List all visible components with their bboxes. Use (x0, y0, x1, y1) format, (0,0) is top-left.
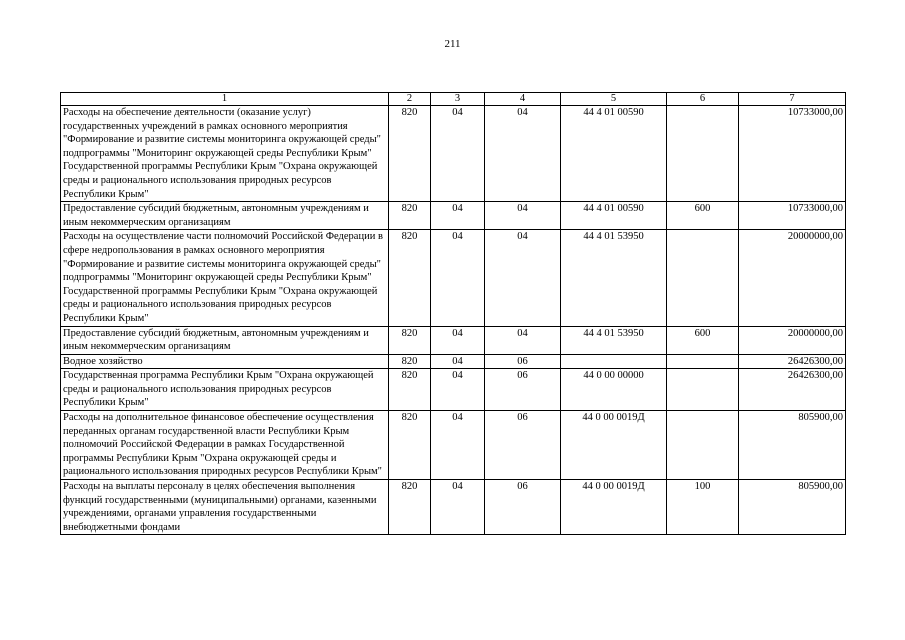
row-name: Расходы на выплаты персоналу в целях обеспечения выполнения функций государственными (муниципальными) органами, казенными учреждениями, органами управления государственными внебюджетными фондами (61, 480, 389, 535)
row-section-code: 04 (431, 326, 485, 354)
row-section-code: 04 (431, 411, 485, 480)
budget-table (60, 92, 846, 535)
row-ministry-code: 820 (389, 354, 431, 369)
row-amount: 20000000,00 (739, 230, 846, 326)
row-target-code: 44 4 01 00590 (561, 202, 667, 230)
row-ministry-code: 820 (389, 202, 431, 230)
row-expense-type (667, 230, 739, 326)
row-subsection-code: 06 (485, 354, 561, 369)
row-expense-type: 600 (667, 326, 739, 354)
column-header: 2 (389, 93, 431, 106)
row-expense-type (667, 411, 739, 480)
row-expense-type: 100 (667, 480, 739, 535)
row-subsection-code: 06 (485, 411, 561, 480)
row-ministry-code: 820 (389, 106, 431, 202)
row-subsection-code: 06 (485, 480, 561, 535)
row-name: Водное хозяйство (61, 354, 389, 369)
row-name: Расходы на дополнительное финансовое обеспечение осуществления переданных органам государственной власти Республики Крым полномочий Российской Федерации в рамках Государственной программы Республики Крым "Охрана окружающей среды и рационального использования природных ресурсов Республики Крым" (61, 411, 389, 480)
row-subsection-code: 06 (485, 369, 561, 411)
row-section-code: 04 (431, 230, 485, 326)
row-ministry-code: 820 (389, 230, 431, 326)
column-header: 6 (667, 93, 739, 106)
row-expense-type (667, 369, 739, 411)
row-subsection-code: 04 (485, 326, 561, 354)
page-number: 211 (444, 38, 461, 50)
row-subsection-code: 04 (485, 106, 561, 202)
row-amount: 10733000,00 (739, 106, 846, 202)
row-name: Расходы на обеспечение деятельности (оказание услуг) государственных учреждений в рамках основного мероприятия "Формирование и развитие системы мониторинга окружающей среды" подпрограммы "Мониторинг окружающей среды Республики Крым" Государственной программы Республики Крым "Охрана окружающей среды и рационального использования природных ресурсов Республики Крым" (61, 106, 389, 202)
row-name: Предоставление субсидий бюджетным, автономным учреждениям и иным некоммерческим организациям (61, 326, 389, 354)
row-ministry-code: 820 (389, 326, 431, 354)
row-section-code: 04 (431, 369, 485, 411)
row-subsection-code: 04 (485, 202, 561, 230)
row-amount: 805900,00 (739, 480, 846, 535)
column-header: 5 (561, 93, 667, 106)
row-section-code: 04 (431, 354, 485, 369)
column-header: 4 (485, 93, 561, 106)
row-amount: 805900,00 (739, 411, 846, 480)
column-header: 7 (739, 93, 846, 106)
row-subsection-code: 04 (485, 230, 561, 326)
row-section-code: 04 (431, 106, 485, 202)
row-section-code: 04 (431, 480, 485, 535)
table-row (61, 326, 846, 354)
table-row (61, 202, 846, 230)
row-name: Расходы на осуществление части полномочий Российской Федерации в сфере недропользования в рамках основного мероприятия "Формирование и развитие системы мониторинга окружающей среды" подпрограммы "Мониторинг окружающей среды Республики Крым" Государственной программы Республики Крым "Охрана окружающей среды и рационального использования природных ресурсов Республики Крым" (61, 230, 389, 326)
row-target-code: 44 0 00 00000 (561, 369, 667, 411)
table-header-row (61, 93, 846, 106)
table-row (61, 369, 846, 411)
row-section-code: 04 (431, 202, 485, 230)
row-expense-type: 600 (667, 202, 739, 230)
table-row (61, 354, 846, 369)
row-target-code: 44 0 00 0019Д (561, 480, 667, 535)
row-target-code (561, 354, 667, 369)
row-name: Государственная программа Республики Крым "Охрана окружающей среды и рационального использования природных ресурсов Республики Крым" (61, 369, 389, 411)
row-expense-type (667, 106, 739, 202)
table-row (61, 106, 846, 202)
row-amount: 26426300,00 (739, 354, 846, 369)
row-target-code: 44 4 01 00590 (561, 106, 667, 202)
row-ministry-code: 820 (389, 411, 431, 480)
row-target-code: 44 4 01 53950 (561, 230, 667, 326)
row-ministry-code: 820 (389, 369, 431, 411)
row-amount: 26426300,00 (739, 369, 846, 411)
table-row (61, 480, 846, 535)
row-amount: 20000000,00 (739, 326, 846, 354)
column-header: 1 (61, 93, 389, 106)
table-row (61, 411, 846, 480)
row-target-code: 44 4 01 53950 (561, 326, 667, 354)
row-target-code: 44 0 00 0019Д (561, 411, 667, 480)
row-name: Предоставление субсидий бюджетным, автономным учреждениям и иным некоммерческим организациям (61, 202, 389, 230)
table-row (61, 230, 846, 326)
row-expense-type (667, 354, 739, 369)
column-header: 3 (431, 93, 485, 106)
row-ministry-code: 820 (389, 480, 431, 535)
row-amount: 10733000,00 (739, 202, 846, 230)
